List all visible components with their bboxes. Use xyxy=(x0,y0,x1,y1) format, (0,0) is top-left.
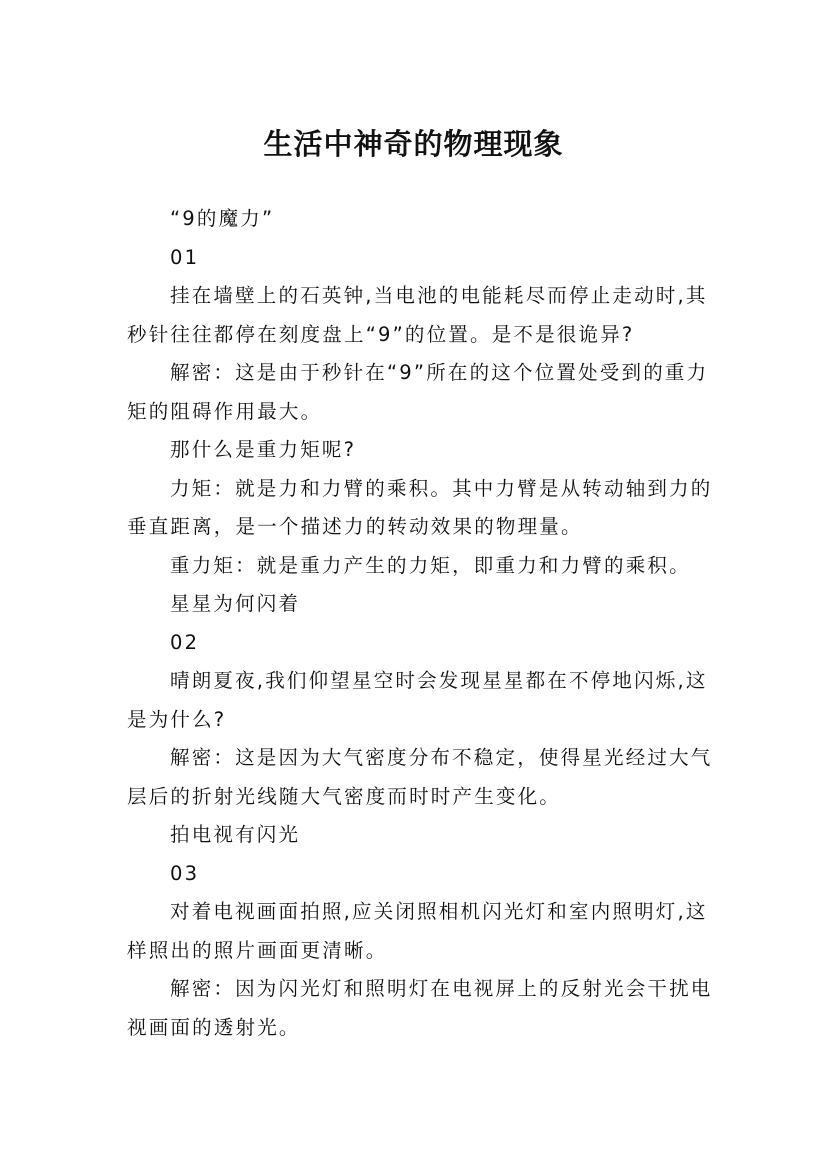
paragraph: 重力矩：就是重力产生的力矩，即重力和力臂的乘积。 xyxy=(170,553,691,577)
section-heading: 拍电视有闪光 xyxy=(170,823,301,846)
document-body xyxy=(127,200,717,1047)
section-number: 02 xyxy=(170,630,200,654)
paragraph: 对着电视画面拍照,应关闭照相机闪光灯和室内照明灯,这样照出的照片画面更清晰。 xyxy=(127,900,708,962)
section-heading: 星星为何闪着 xyxy=(170,592,301,615)
paragraph: 解密：因为闪光灯和照明灯在电视屏上的反射光会干扰电视画面的透射光。 xyxy=(127,977,713,1039)
paragraph: 那什么是重力矩呢? xyxy=(170,438,357,461)
paragraph: “9的魔力” xyxy=(170,207,275,230)
paragraph: 力矩：就是力和力臂的乘积。其中力臂是从转动轴到力的垂直距离，是一个描述力的转动效果的物理量。 xyxy=(127,476,713,538)
document-title: 生活中神奇的物理现象 xyxy=(263,127,564,162)
paragraph: 解密：这是因为大气密度分布不稳定，使得星光经过大气层后的折射光线随大气密度而时时产生变化。 xyxy=(127,746,713,808)
paragraph: 晴朗夏夜,我们仰望星空时会发现星星都在不停地闪烁,这是为什么? xyxy=(127,669,708,731)
section-number: 01 xyxy=(170,245,200,269)
paragraph: 解密：这是由于秒针在“9”所在的这个位置处受到的重力矩的阻碍作用最大。 xyxy=(127,361,709,423)
section-number: 03 xyxy=(170,861,200,885)
paragraph: 挂在墙壁上的石英钟,当电池的电能耗尽而停止走动时,其秒针往往都停在刻度盘上“9”的位置。是不是很诡异? xyxy=(127,284,708,346)
